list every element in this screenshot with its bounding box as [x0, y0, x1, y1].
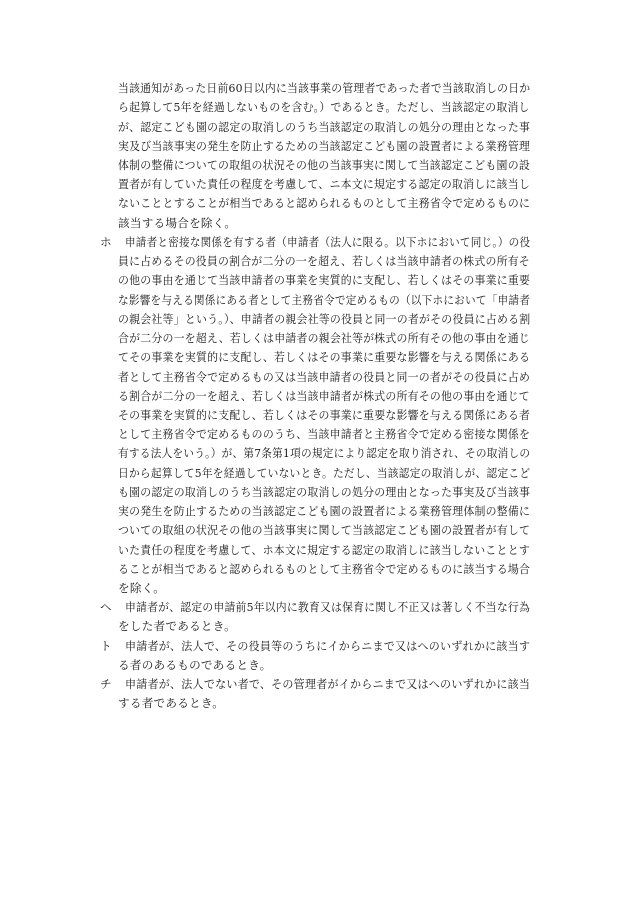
clause-mark: ホ	[100, 235, 112, 249]
text-line: をした者であるとき。	[118, 619, 236, 633]
text-line: する者であるとき。	[118, 696, 225, 710]
text-line: 実及び当該事実の発生を防止するための当該認定こども園の設置者による業務管理	[118, 139, 531, 153]
text-line: 有する法人をいう。）が、第7条第1項の規定により認定を取り消され、その取消しの	[118, 446, 531, 460]
text-line: を除く。	[118, 581, 166, 595]
text-line: な影響を与える関係にある者として主務省令で定めるもの（以下ホにおいて「申請者	[118, 293, 531, 307]
text-line: の親会社等」という。）、申請者の親会社等の役員と同一の者がその役員に占める割	[118, 312, 531, 326]
text-line: ないこととすることが相当であると認められるものとして主務省令で定めるものに	[118, 196, 531, 210]
clause-mark: ヘ	[100, 600, 112, 614]
text-line: いた責任の程度を考慮して、ホ本文に規定する認定の取消しに該当しないこととす	[118, 543, 530, 557]
text-line: として主務省令で定めるもののうち、当該申請者と主務省令で定める密接な関係を	[118, 427, 531, 441]
text-line: が、認定こども園の認定の取消しのうち当該認定の取消しの処分の理由となった事	[118, 120, 531, 134]
text-line: ることが相当であると認められるものとして主務省令で定めるものに該当する場合	[118, 562, 531, 576]
text-line: 者として主務省令で定めるもの又は当該申請者の役員と同一の者がその役員に占め	[118, 370, 531, 384]
text-line: も園の認定の取消しのうち当該認定の取消しの処分の理由となった事実及び当該事	[118, 485, 531, 499]
text-line: ついての取組の状況その他の当該事実に関して当該認定こども園の設置者が有して	[118, 523, 531, 537]
text-line: 置者が有していた責任の程度を考慮して、ニ本文に規定する認定の取消しに該当し	[118, 177, 530, 191]
text-line: 体制の整備についての取組の状況その他の当該事実に関して当該認定こども園の設	[118, 158, 530, 172]
text-line: 申請者が、認定の申請前5年以内に教育又は保育に関し不正又は著しく不当な行為	[125, 600, 531, 614]
text-line: その事業を実質的に支配し、若しくはその事業に重要な影響を与える関係にある者	[118, 408, 531, 422]
text-line: 合が二分の一を超え、若しくは申請者の親会社等が株式の所有その他の事由を通じ	[118, 331, 530, 345]
text-line: 申請者が、法人で、その役員等のうちにイからニまで又はへのいずれかに該当す	[125, 639, 531, 653]
clause-mark: チ	[100, 677, 112, 691]
text-line: 申請者が、法人でない者で、その管理者がイからニまで又はへのいずれかに該当	[125, 677, 531, 691]
text-line: 申請者と密接な関係を有する者（申請者（法人に限る。以下ホにおいて同じ。）の役	[125, 235, 531, 249]
text-line: てその事業を実質的に支配し、若しくはその事業に重要な影響を与える関係にある	[118, 350, 531, 364]
text-line: る者のあるものであるとき。	[118, 658, 272, 672]
text-line: 該当する場合を除く。	[118, 216, 237, 230]
text-line: 当該通知があった日前60日以内に当該事業の管理者であった者で当該取消しの日か	[118, 81, 531, 95]
text-line: ら起算して5年を経過しないものを含む。）であるとき。ただし、当該認定の取消し	[118, 100, 530, 114]
text-line: 実の発生を防止するための当該認定こども園の設置者による業務管理体制の整備に	[118, 504, 531, 518]
text-line: 員に占めるその役員の割合が二分の一を超え、若しくは当該申請者の株式の所有そ	[118, 254, 530, 268]
text-line: 日から起算して5年を経過していないとき。ただし、当該認定の取消しが、認定こど	[118, 466, 531, 480]
text-line: の他の事由を通じて当該申請者の事業を実質的に支配し、若しくはその事業に重要	[118, 273, 531, 287]
text-line: る割合が二分の一を超え、若しくは当該申請者が株式の所有その他の事由を通じて	[118, 389, 530, 403]
clause-mark: ト	[100, 639, 112, 653]
